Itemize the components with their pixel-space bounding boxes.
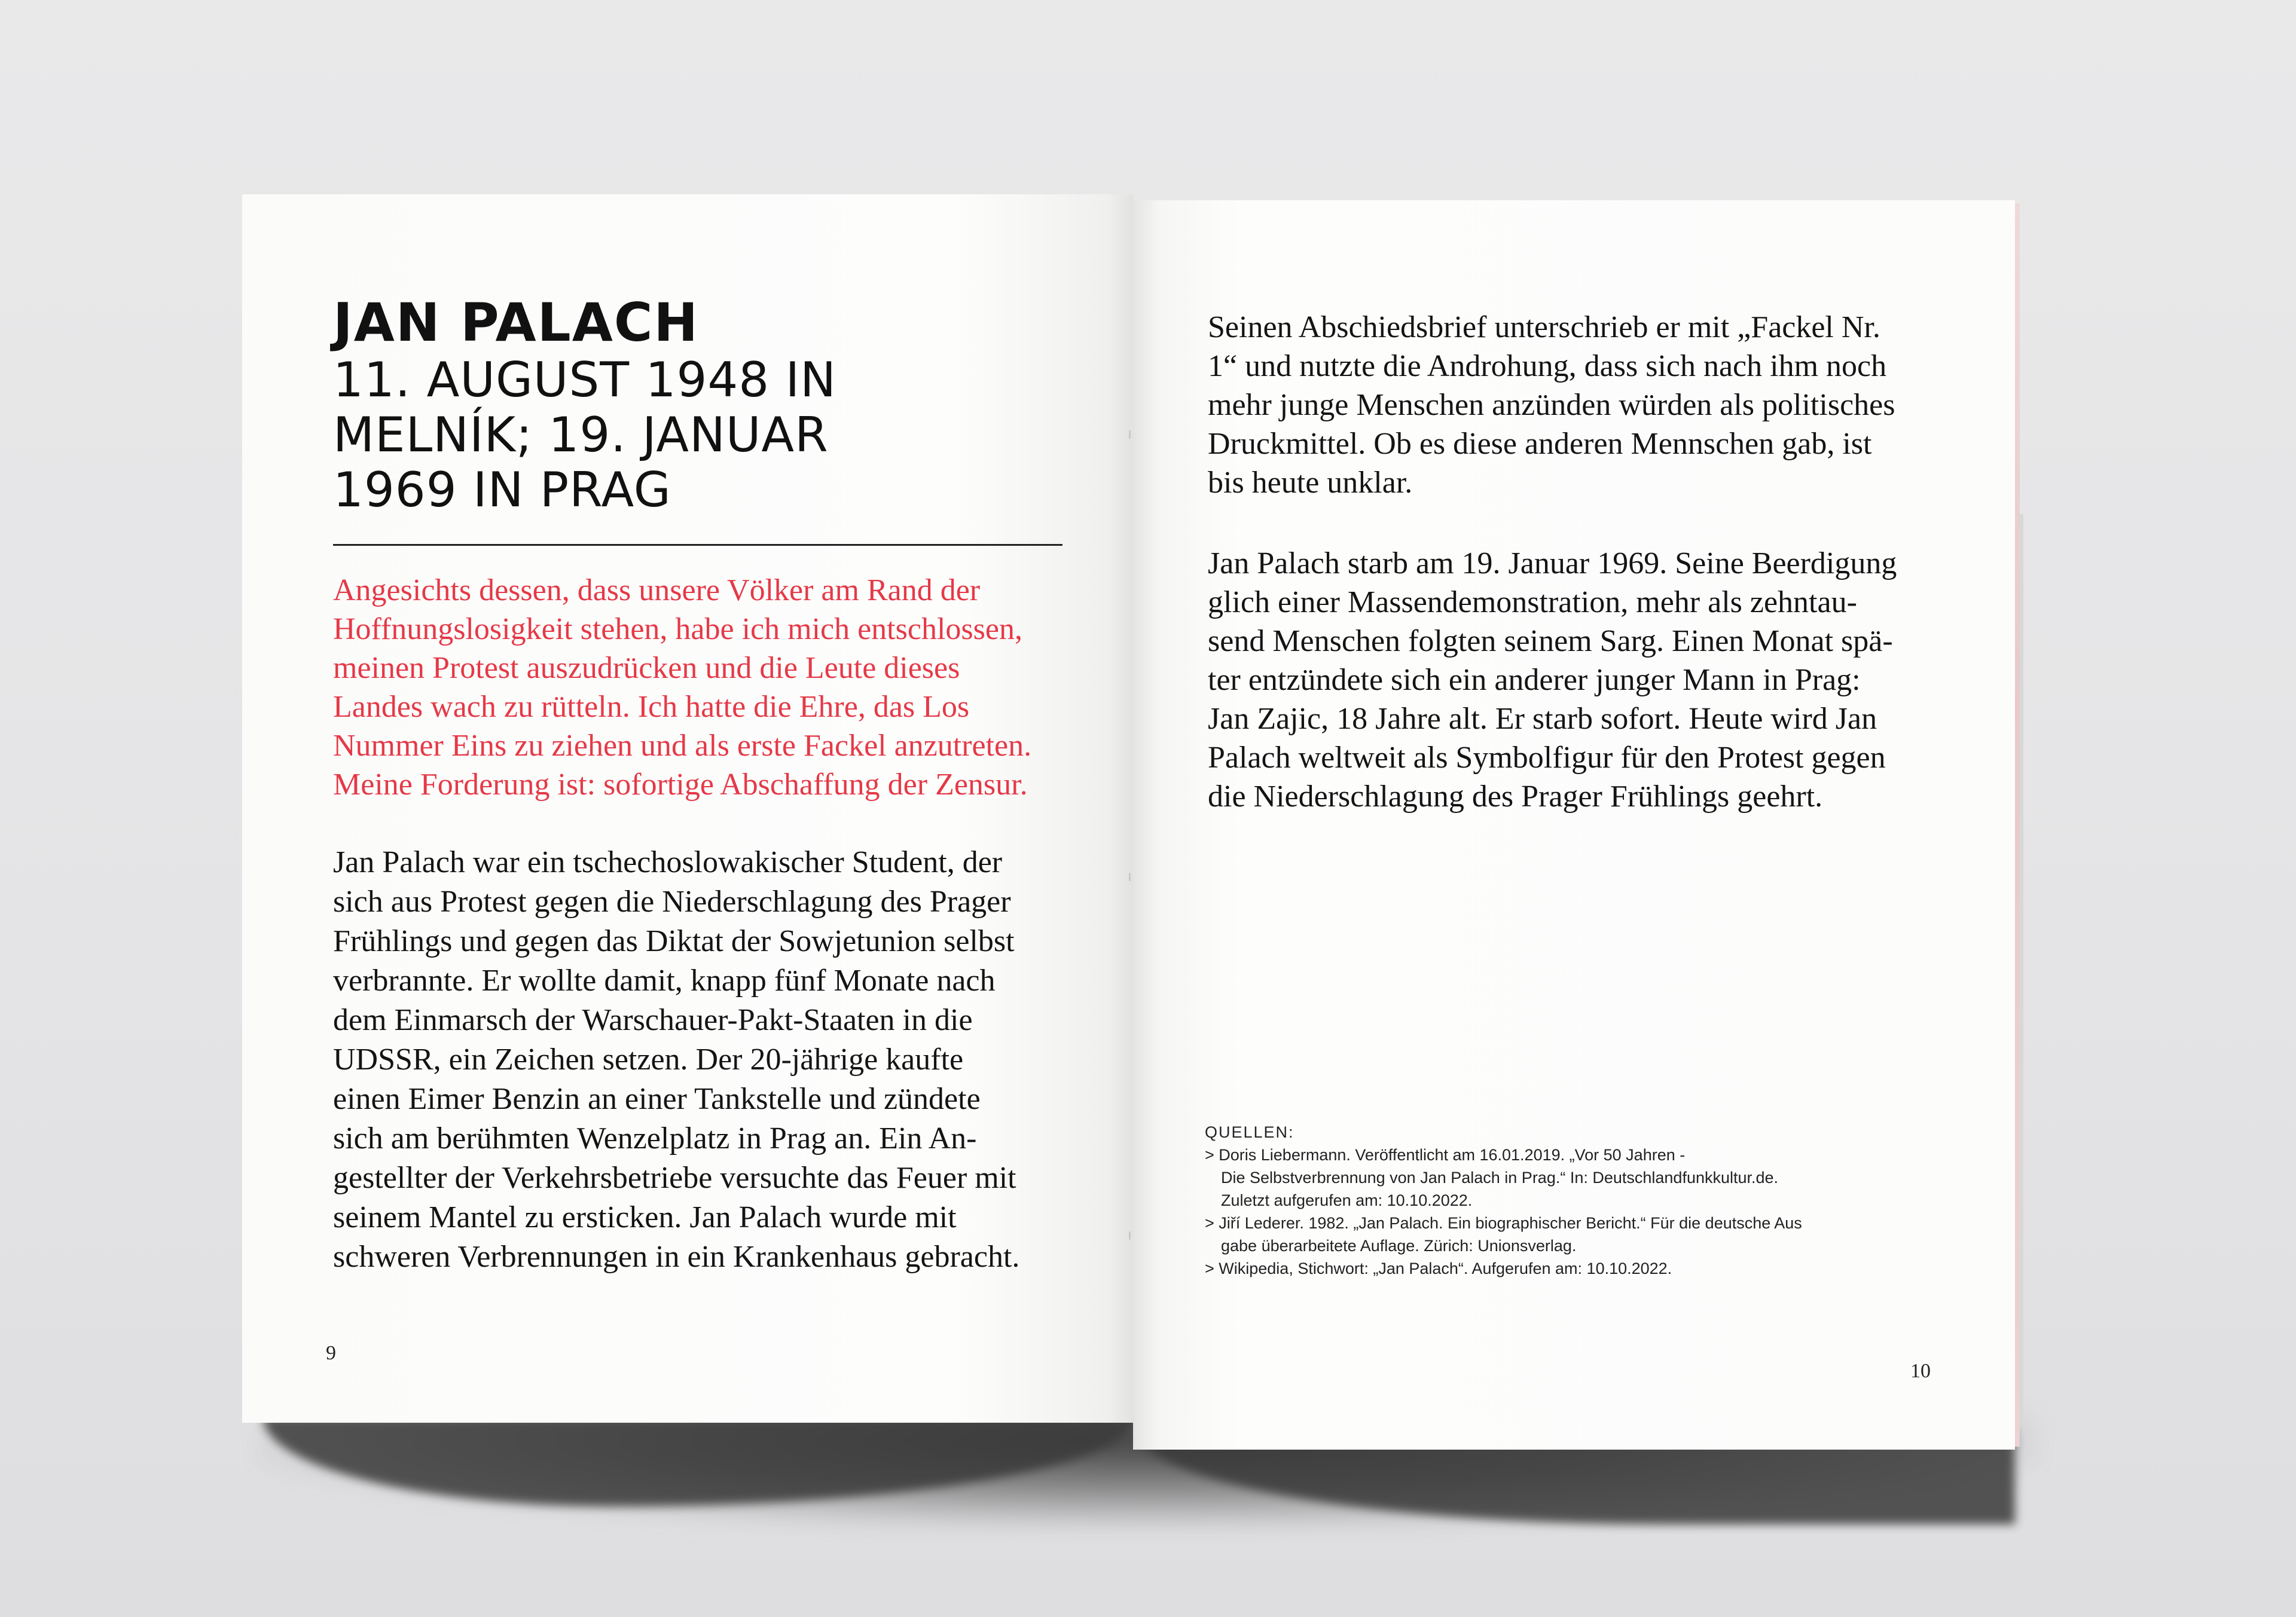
page-edge-gray [2020, 514, 2023, 1423]
body-line: 1“ und nutzte die Androhung, dass sich nach ihm noch [1208, 349, 1887, 383]
body-text-left [333, 843, 1098, 1277]
page-title: JAN PALACH [333, 292, 700, 353]
page-edge-red [2015, 203, 2020, 1447]
body-line: bis heute unklar. [1208, 466, 1413, 500]
quote-line: Hoffnungslosigkeit stehen, habe ich mich entschlossen, [333, 612, 1022, 646]
binding-stitch [1129, 430, 1131, 439]
title-divider [333, 544, 1062, 546]
body-line: gestellter der Verkehrsbetriebe versuchte das Feuer mit [333, 1161, 1016, 1195]
page-number-left: 9 [326, 1342, 336, 1364]
quote-block [333, 571, 1086, 804]
body-line: die Niederschlagung des Prager Frühlings geehrt. [1208, 780, 1823, 814]
source-line: > Wikipedia, Stichwort: „Jan Palach“. Aufgerufen am: 10.10.2022. [1205, 1260, 1672, 1277]
body-line: seinem Mantel zu ersticken. Jan Palach wurde mit [333, 1200, 957, 1234]
body-line: Seinen Abschiedsbrief unterschrieb er mit „Fackel Nr. [1208, 310, 1880, 344]
body-text-right-1 [1208, 308, 1985, 502]
source-item [1205, 1257, 1982, 1280]
body-line: sich am berühmten Wenzelplatz in Prag an. Ein An- [333, 1121, 977, 1156]
body-line: Druckmittel. Ob es diese anderen Mennschen gab, ist [1208, 427, 1872, 461]
body-text-right-2 [1208, 544, 1985, 816]
body-line: ter entzündete sich ein anderer junger Mann in Prag: [1208, 663, 1861, 697]
page-number-right: 10 [1910, 1360, 1931, 1382]
quote-line: meinen Protest auszudrücken und die Leute dieses [333, 651, 960, 685]
page-subtitle [333, 353, 1051, 518]
body-line: glich einer Massendemonstration, mehr als zehntau- [1208, 585, 1857, 619]
source-line: > Doris Liebermann. Veröffentlicht am 16.01.2019. „Vor 50 Jahren - [1205, 1146, 1686, 1164]
subtitle-line: 1969 IN PRAG [333, 462, 671, 518]
source-line: > Jiří Lederer. 1982. „Jan Palach. Ein biographischer Bericht.“ Für die deutsche Aus [1205, 1214, 1802, 1232]
body-line: Jan Palach starb am 19. Januar 1969. Seine Beerdigung [1208, 546, 1897, 580]
quote-line: Angesichts dessen, dass unsere Völker am Rand der [333, 573, 981, 607]
right-page [1133, 200, 2015, 1450]
body-line: sich aus Protest gegen die Niederschlagung des Prager [333, 885, 1011, 919]
body-line: dem Einmarsch der Warschauer-Pakt-Staaten in die [333, 1003, 973, 1037]
binding-stitch [1129, 873, 1131, 881]
subtitle-line: 11. AUGUST 1948 IN [333, 352, 837, 408]
source-item [1205, 1144, 1982, 1212]
body-line: einen Eimer Benzin an einer Tankstelle und zündete [333, 1082, 981, 1116]
body-line: Frühlings und gegen das Diktat der Sowjetunion selbst [333, 924, 1015, 958]
body-line: send Menschen folgten seinem Sarg. Einen Monat spä- [1208, 624, 1893, 658]
source-line: gabe überarbeitete Auflage. Zürich: Unionsverlag. [1221, 1237, 1577, 1255]
source-line: Zuletzt aufgerufen am: 10.10.2022. [1221, 1191, 1473, 1209]
quote-line: Landes wach zu rütteln. Ich hatte die Ehre, das Los [333, 690, 970, 724]
body-line: UDSSR, ein Zeichen setzen. Der 20-jährige kaufte [333, 1043, 964, 1077]
left-page [242, 194, 1133, 1423]
binding-stitch [1129, 1231, 1131, 1240]
quote-line: Meine Forderung ist: sofortige Abschaffung der Zensur. [333, 768, 1028, 802]
source-line: Die Selbstverbrennung von Jan Palach in Prag.“ In: Deutschlandfunkkultur.de. [1221, 1169, 1779, 1187]
subtitle-line: MELNÍK; 19. JANUAR [333, 407, 829, 463]
body-line: Palach weltweit als Symbolfigur für den Protest gegen [1208, 741, 1886, 775]
body-line: schweren Verbrennungen in ein Krankenhaus gebracht. [333, 1240, 1020, 1274]
sources-title: QUELLEN: [1205, 1123, 1294, 1141]
body-line: Jan Palach war ein tschechoslowakischer Student, der [333, 845, 1003, 879]
body-line: Jan Zajic, 18 Jahre alt. Er starb sofort. Heute wird Jan [1208, 702, 1877, 736]
body-line: verbrannte. Er wollte damit, knapp fünf Monate nach [333, 964, 996, 998]
sources-block [1205, 1121, 1982, 1280]
quote-line: Nummer Eins zu ziehen und als erste Fackel anzutreten. [333, 729, 1032, 763]
body-line: mehr junge Menschen anzünden würden als politisches [1208, 388, 1895, 422]
source-item [1205, 1212, 1982, 1257]
